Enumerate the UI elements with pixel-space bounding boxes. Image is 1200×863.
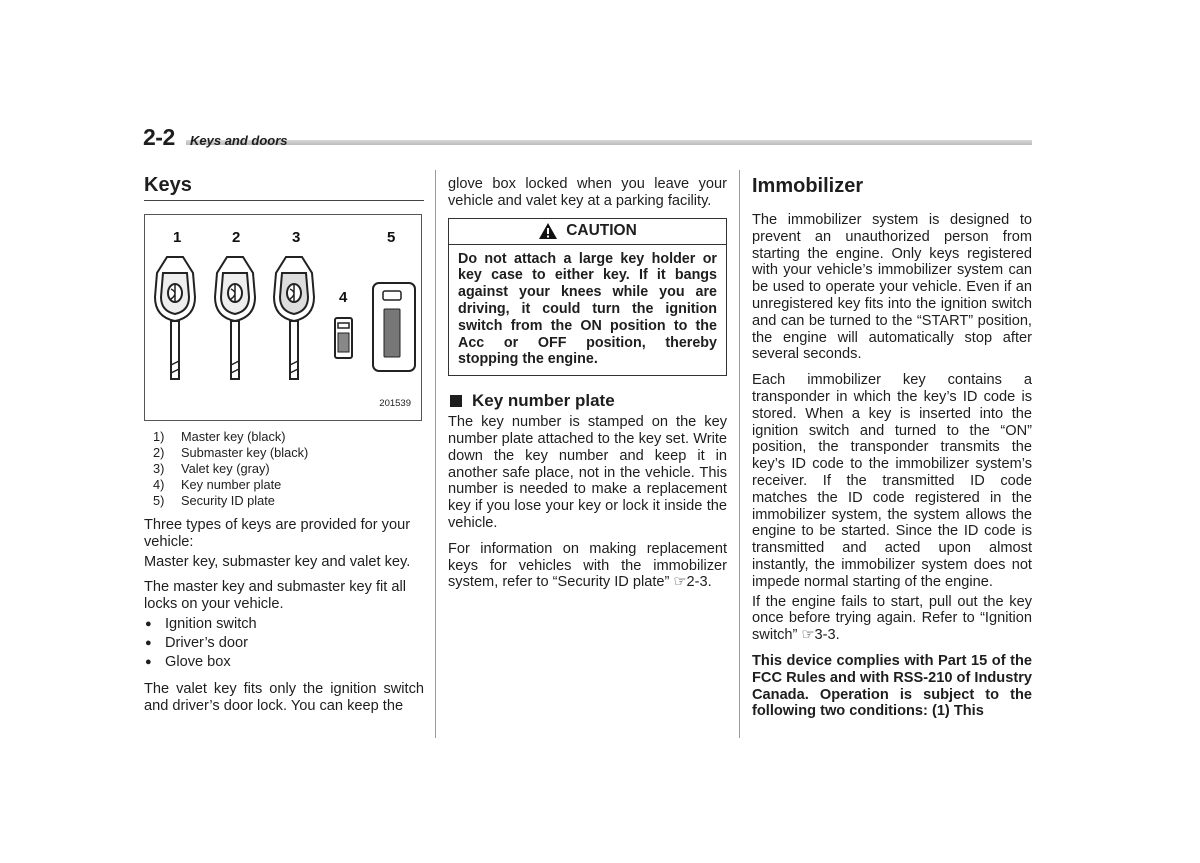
column-immobilizer	[752, 174, 1032, 720]
submaster-key-icon	[215, 257, 255, 379]
figure-captions	[144, 429, 424, 509]
paragraph: For information on making replacement keys for vehicles with the immobilizer system, refer to “Security ID plate” ☞2-3.	[448, 540, 727, 591]
column-keys	[144, 173, 424, 715]
caption-item: 1) Master key (black)	[153, 429, 286, 444]
paragraph: The valet key fits only the ignition switch and driver’s door lock. You can keep the	[144, 680, 424, 714]
column-key-number	[448, 176, 727, 591]
caption-item: 2) Submaster key (black)	[153, 445, 309, 460]
header-bar	[186, 140, 1032, 145]
figure-label-3: 3	[292, 229, 301, 246]
keys-heading: Keys	[144, 173, 424, 201]
section-title: Keys and doors	[190, 133, 288, 148]
paragraph: Each immobilizer key contains a transponder in which the key’s ID code is stored. When a key is inserted into the ignition switch and turned to the “ON” position, the transponder transmits the key’s ID code to the immobilizer system’s receiver. If the transmitted ID code matches the ID code registered in the immobilizer system, the system allows the engine to be started. Since the ID code is transmitted and acted upon almost instantly, the immobilizer system does not impede normal starting of the engine.	[752, 372, 1032, 590]
bullet-list	[144, 615, 424, 672]
square-bullet-icon	[450, 395, 462, 407]
paragraph: Master key, submaster key and valet key.	[144, 553, 411, 570]
figure-label-4: 4	[339, 289, 348, 306]
figure-label-2: 2	[232, 229, 241, 246]
caption-item: 4) Key number plate	[153, 477, 282, 492]
figure-code: 201539	[379, 398, 411, 410]
figure-label-1: 1	[173, 229, 182, 246]
page-number: 2-2	[143, 124, 175, 150]
paragraph: The key number is stamped on the key number plate attached to the key set. Write down the key number and keep it in another safe place, not in the vehicle. This number is needed to make a replacement key if you lose your key or lock it inside the vehicle.	[448, 414, 727, 531]
immobilizer-heading: Immobilizer	[752, 175, 864, 197]
keys-figure	[144, 214, 422, 421]
paragraph: This device complies with Part 15 of the FCC Rules and with RSS-210 of Industry Canada. Operation is subject to the following two conditions: (1) This	[752, 652, 1032, 720]
paragraph: glove box locked when you leave your vehicle and valet key at a parking facility.	[448, 176, 727, 209]
keys-illustration	[145, 215, 421, 420]
key-number-plate-heading: Key number plate	[448, 390, 727, 412]
column-divider	[435, 170, 436, 738]
caution-text: Do not attach a large key holder or key case to either key. If it bangs against your knees while you are driving, it could turn the ignition switch from the ON position to the Acc or OFF position, thereby stopping the engine.	[458, 250, 717, 368]
valet-key-icon	[274, 257, 314, 379]
column-divider	[739, 170, 740, 738]
paragraph: The master key and submaster key fit all locks on your vehicle.	[144, 579, 406, 613]
security-id-plate-icon	[373, 283, 415, 371]
warning-icon	[538, 222, 558, 240]
caution-header	[449, 219, 726, 245]
caution-box	[448, 218, 727, 377]
paragraph: The immobilizer system is designed to prevent an unauthorized person from starting the engine. Only keys registered with your vehicle’s immobilizer system can be used to operate your vehicle. Even if an unregistered key fits into the ignition switch and can be turned to the “START” position, the engine will automatically stop after several seconds.	[752, 212, 1032, 363]
list-item: ● Driver’s door	[145, 634, 248, 651]
master-key-icon	[155, 257, 195, 379]
paragraph: If the engine fails to start, pull out the key once before trying again. Refer to “Ignition switch” ☞3-3.	[752, 593, 1032, 644]
figure-label-5: 5	[387, 229, 396, 246]
paragraph: Three types of keys are provided for your vehicle:	[144, 517, 411, 550]
caution-title: CAUTION	[566, 221, 637, 239]
key-number-plate-icon	[335, 318, 352, 358]
caption-item: 5) Security ID plate	[153, 493, 275, 508]
list-item: ● Glove box	[145, 653, 231, 670]
list-item: ● Ignition switch	[145, 615, 257, 632]
caption-item: 3) Valet key (gray)	[153, 461, 270, 476]
